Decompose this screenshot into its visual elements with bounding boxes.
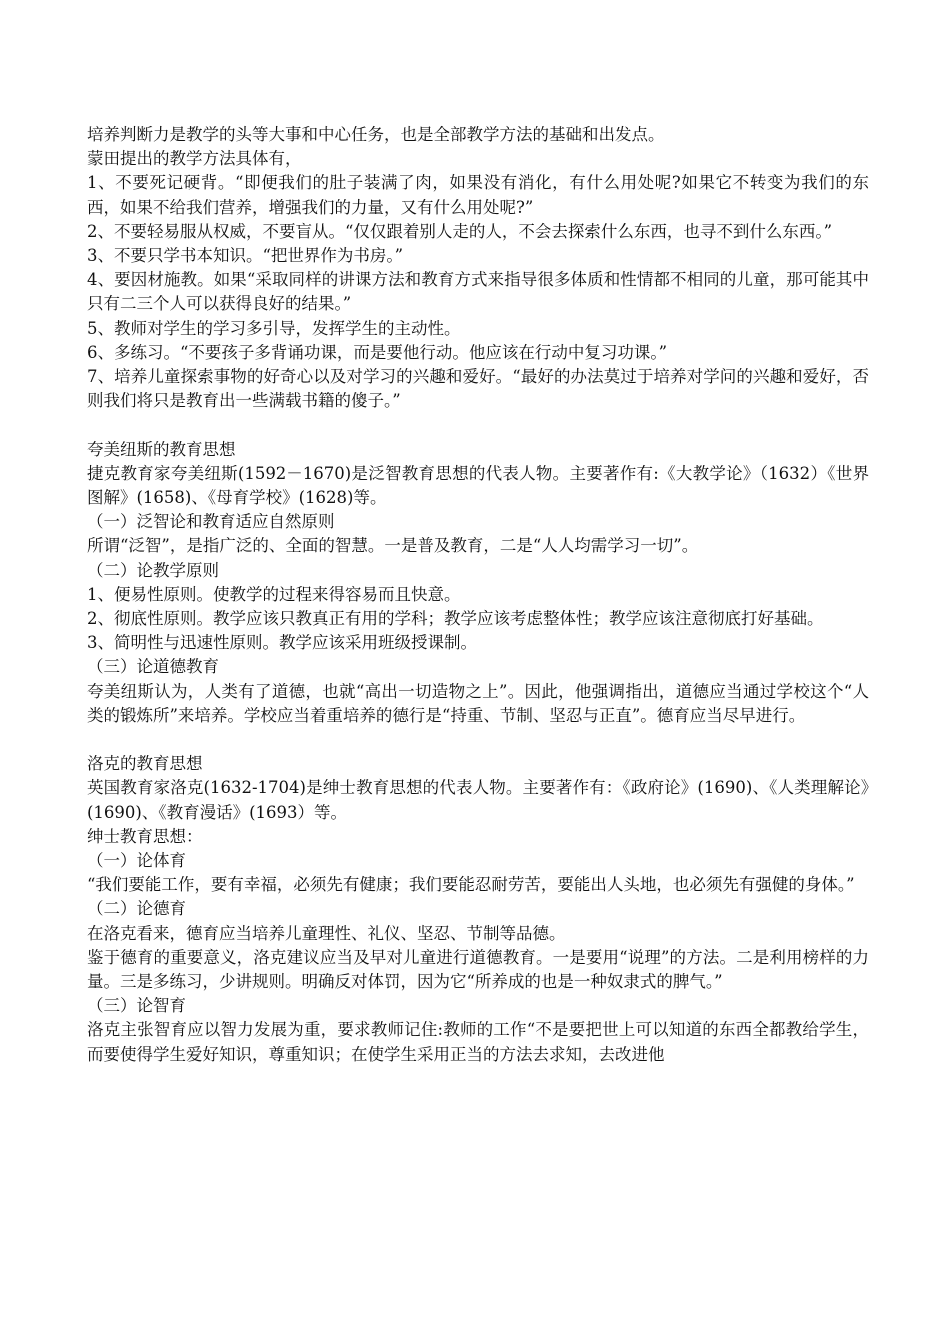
subheading: （一）论体育	[87, 851, 186, 871]
list-item: 3、不要只学书本知识。“把世界作为书房。”	[87, 246, 404, 266]
list-item: 1、便易性原则。使教学的过程来得容易而且快意。	[87, 584, 461, 604]
list-item: 5、教师对学生的学习多引导，发挥学生的主动性。	[87, 318, 461, 338]
paragraph: 培养判断力是教学的头等大事和中心任务，也是全部教学方法的基础和出发点。	[87, 125, 665, 144]
paragraph: 英国教育家洛克(1632-1704)是绅士教育思想的代表人物。主要著作有：《政府论》(1690)、《人类理解论》(1690)、《教育漫话》(1693）等。	[87, 778, 869, 822]
list-item: 4、要因材施教。如果“采取同样的讲课方法和教育方式来指导很多体质和性情都不相同的儿童，那可能其中只有二三个人可以获得良好的结果。”	[87, 270, 869, 314]
list-item: 2、彻底性原则。教学应该只教真正有用的学科；教学应该考虑整体性；教学应该注意彻底打好基础。	[87, 609, 824, 629]
paragraph: 洛克主张智育应以智力发展为重，要求教师记住:教师的工作“不是要把世上可以知道的东西全都教给学生，而要使得学生爱好知识，尊重知识；在使学生采用正当的方法去求知，去改进他	[87, 1020, 869, 1064]
paragraph: 鉴于德育的重要意义，洛克建议应当及早对儿童进行道德教育。一是要用“说理”的方法。二是利用榜样的力量。三是多练习，少讲规则。明确反对体罚，因为它“所养成的也是一种奴隶式的脾气。”	[87, 947, 869, 992]
paragraph: “我们要能工作，要有幸福，必须先有健康；我们要能忍耐劳苦，要能出人头地，也必须先有强健的身体。”	[87, 875, 855, 895]
subheading: （三）论道德教育	[87, 657, 219, 677]
list-item: 3、简明性与迅速性原则。教学应该采用班级授课制。	[87, 633, 477, 653]
section-locke	[87, 752, 869, 1067]
paragraph: 绅士教育思想：	[87, 826, 203, 846]
section-title: 洛克的教育思想	[87, 754, 203, 774]
list-item: 2、不要轻易服从权威，不要盲从。“仅仅跟着别人走的人，不会去探索什么东西，也寻不到什么东西。”	[87, 221, 833, 241]
list-item: 1、不要死记硬背。“即便我们的肚子装满了肉，如果没有消化，有什么用处呢?如果它不转变为我们的东西，如果不给我们营养，增强我们的力量，又有什么用处呢?”	[87, 173, 869, 217]
subheading: （二）论德育	[87, 899, 186, 919]
subheading: （二）论教学原则	[87, 560, 219, 580]
document-body	[87, 123, 869, 1067]
section-spacer	[87, 413, 869, 437]
paragraph: 所谓“泛智”，是指广泛的、全面的智慧。一是普及教育，二是“人人均需学习一切”。	[87, 536, 699, 556]
list-item: 6、多练习。“不要孩子多背诵功课，而是要他行动。他应该在行动中复习功课。”	[87, 342, 668, 362]
paragraph: 蒙田提出的教学方法具体有，	[87, 149, 302, 169]
list-item: 7、培养儿童探索事物的好奇心以及对学习的兴趣和爱好。“最好的办法莫过于培养对学问的兴趣和爱好，否则我们将只是教育出一些满载书籍的傻子。”	[87, 367, 869, 411]
section-spacer	[87, 728, 869, 752]
section-montaigne-methods	[87, 123, 869, 413]
paragraph: 捷克教育家夸美纽斯(1592－1670)是泛智教育思想的代表人物。主要著作有:《大教学论》（1632）《世界图解》(1658)、《母育学校》(1628)等。	[87, 463, 869, 508]
section-comenius	[87, 438, 869, 728]
paragraph: 在洛克看来，德育应当培养儿童理性、礼仪、坚忍、节制等品德。	[87, 923, 566, 943]
paragraph: 夸美纽斯认为，人类有了道德，也就“高出一切造物之上”。因此，他强调指出，道德应当通过学校这个“人类的锻炼所”来培养。学校应当着重培养的德行是“持重、节制、坚忍与正直”。德育应当尽早进行。	[87, 681, 869, 725]
subheading: （三）论智育	[87, 996, 186, 1016]
section-title: 夸美纽斯的教育思想	[87, 439, 236, 459]
subheading: （一）泛智论和教育适应自然原则	[87, 512, 335, 532]
